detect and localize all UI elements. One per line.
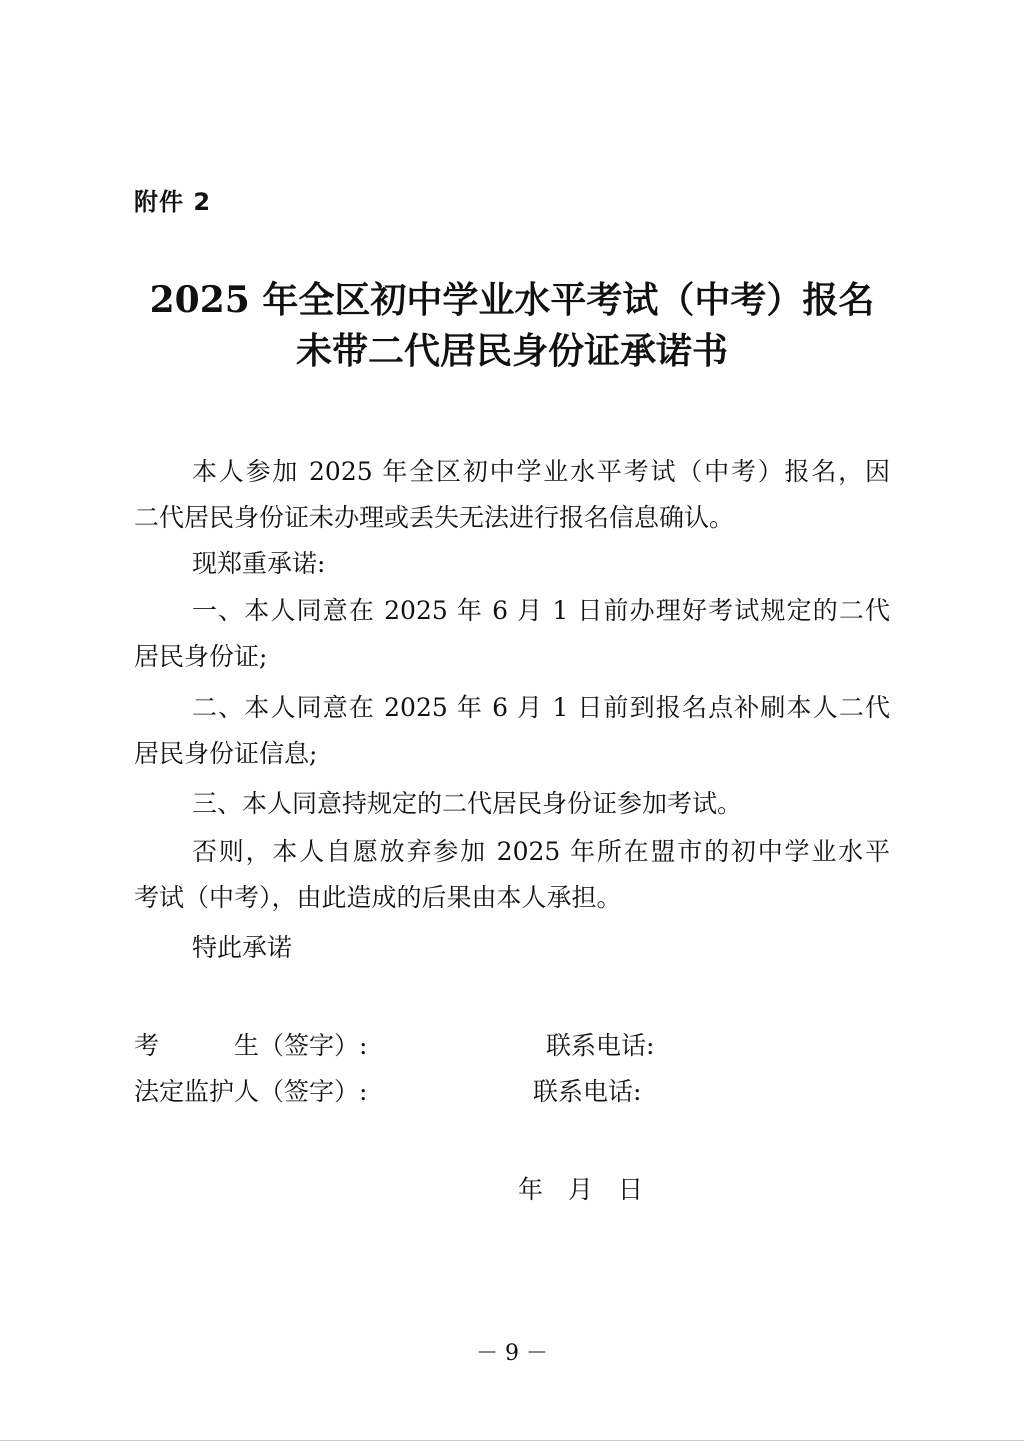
paragraph-2: 现郑重承诺: (192, 549, 326, 578)
paragraph-3-line-2: 居民身份证; (134, 642, 268, 671)
bottom-edge-divider (0, 1440, 1024, 1441)
paragraph-1-line-1: 本人参加 2025 年全区初中学业水平考试（中考）报名，因 (192, 457, 890, 486)
guardian-phone-label: 联系电话: (533, 1077, 642, 1106)
page-number: － 9 － (476, 1341, 548, 1366)
student-phone-label: 联系电话: (546, 1031, 655, 1060)
paragraph-6-line-1: 否则，本人自愿放弃参加 2025 年所在盟市的初中学业水平 (192, 837, 890, 866)
paragraph-1-line-2: 二代居民身份证未办理或丢失无法进行报名信息确认。 (134, 503, 735, 532)
paragraph-4-line-1: 二、本人同意在 2025 年 6 月 1 日前到报名点补刷本人二代 (192, 693, 890, 722)
paragraph-3-line-1: 一、本人同意在 2025 年 6 月 1 日前办理好考试规定的二代 (192, 596, 890, 625)
paragraph-6-line-2: 考试（中考），由此造成的后果由本人承担。 (134, 883, 622, 912)
title-line-1: 2025 年全区初中学业水平考试（中考）报名 (149, 279, 875, 321)
paragraph-5: 三、本人同意持规定的二代居民身份证参加考试。 (192, 789, 743, 818)
paragraph-7: 特此承诺 (192, 933, 293, 962)
guardian-signature-label: 法定监护人（签字）: (134, 1077, 368, 1106)
student-signature-label: 考 生（签字）: (134, 1031, 368, 1060)
paragraph-4-line-2: 居民身份证信息; (134, 739, 318, 768)
attachment-label: 附件 2 (134, 188, 212, 216)
title-line-2: 未带二代居民身份证承诺书 (295, 330, 728, 372)
date-label: 年 月 日 (518, 1175, 644, 1204)
